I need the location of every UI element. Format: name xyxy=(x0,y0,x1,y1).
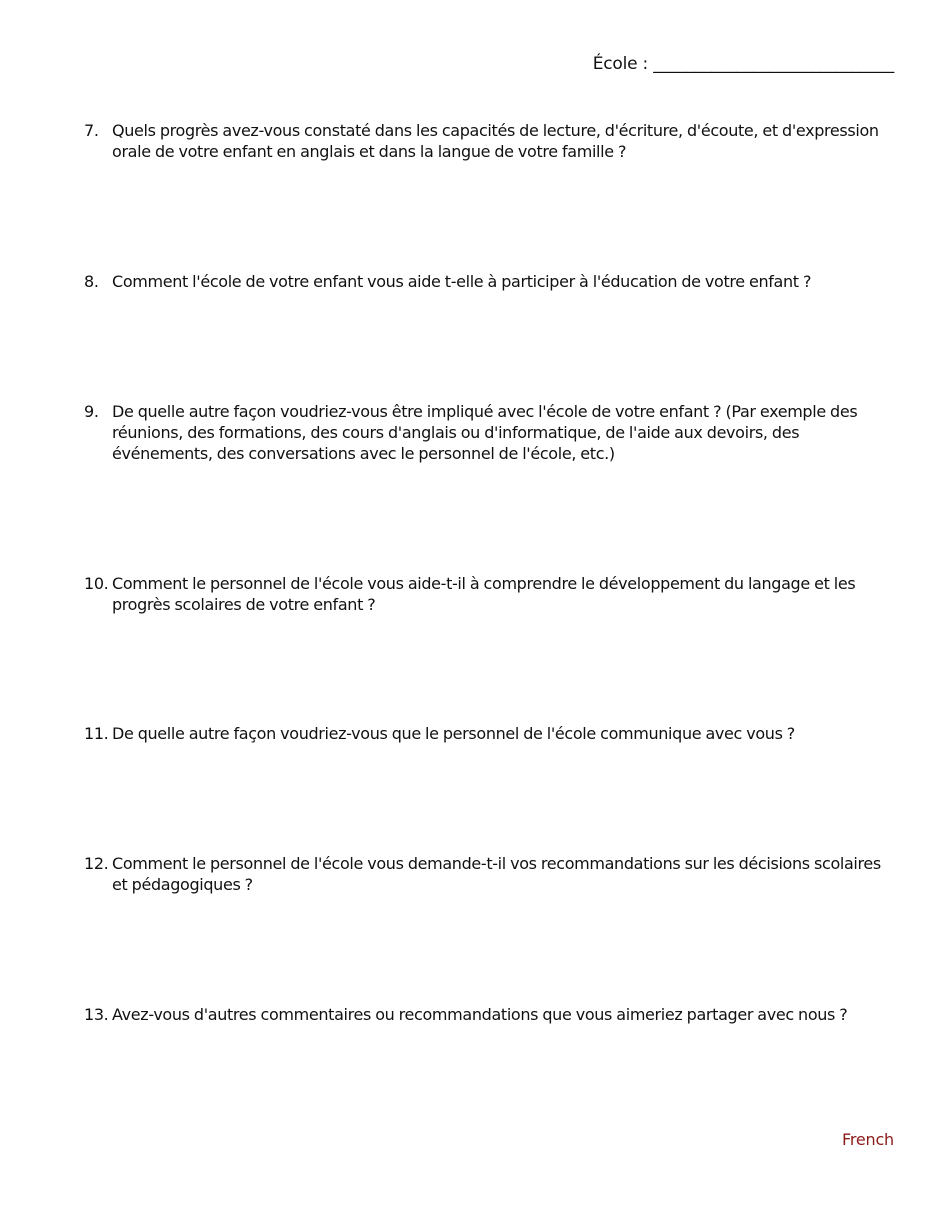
question-text: Quels progrès avez-vous constaté dans les capacités de lecture, d'écriture, d'écoute, et d'expression orale de votre enfant en anglais et dans la langue de votre famille ? xyxy=(112,121,879,161)
question-11 xyxy=(84,723,898,744)
question-number: 13. xyxy=(84,1005,109,1024)
question-number: 9. xyxy=(84,402,99,421)
question-number: 12. xyxy=(84,854,109,873)
question-9 xyxy=(84,401,898,464)
language-label: French xyxy=(842,1130,894,1149)
school-field-label: École : _____________________________ xyxy=(592,54,894,74)
question-text: De quelle autre façon voudriez-vous que le personnel de l'école communique avec vous ? xyxy=(112,724,795,743)
question-text: De quelle autre façon voudriez-vous être impliqué avec l'école de votre enfant ? (Par exemple des réunions, des formations, des cours d'anglais ou d'informatique, de l'aide aux devoirs, des événements, des conversations avec le personnel de l'école, etc.) xyxy=(112,402,858,463)
question-13 xyxy=(84,1004,898,1025)
question-10 xyxy=(84,573,898,615)
question-text: Comment le personnel de l'école vous demande-t-il vos recommandations sur les décisions scolaires et pédagogiques ? xyxy=(112,854,881,894)
question-8 xyxy=(84,271,898,292)
question-text: Comment le personnel de l'école vous aide-t-il à comprendre le développement du langage et les progrès scolaires de votre enfant ? xyxy=(112,574,856,614)
question-number: 11. xyxy=(84,724,109,743)
question-number: 10. xyxy=(84,574,109,593)
question-12 xyxy=(84,853,898,895)
question-text: Comment l'école de votre enfant vous aide t-elle à participer à l'éducation de votre enfant ? xyxy=(112,272,812,291)
question-text: Avez-vous d'autres commentaires ou recommandations que vous aimeriez partager avec nous ? xyxy=(112,1005,848,1024)
question-7 xyxy=(84,120,898,162)
question-number: 7. xyxy=(84,121,99,140)
question-number: 8. xyxy=(84,272,99,291)
